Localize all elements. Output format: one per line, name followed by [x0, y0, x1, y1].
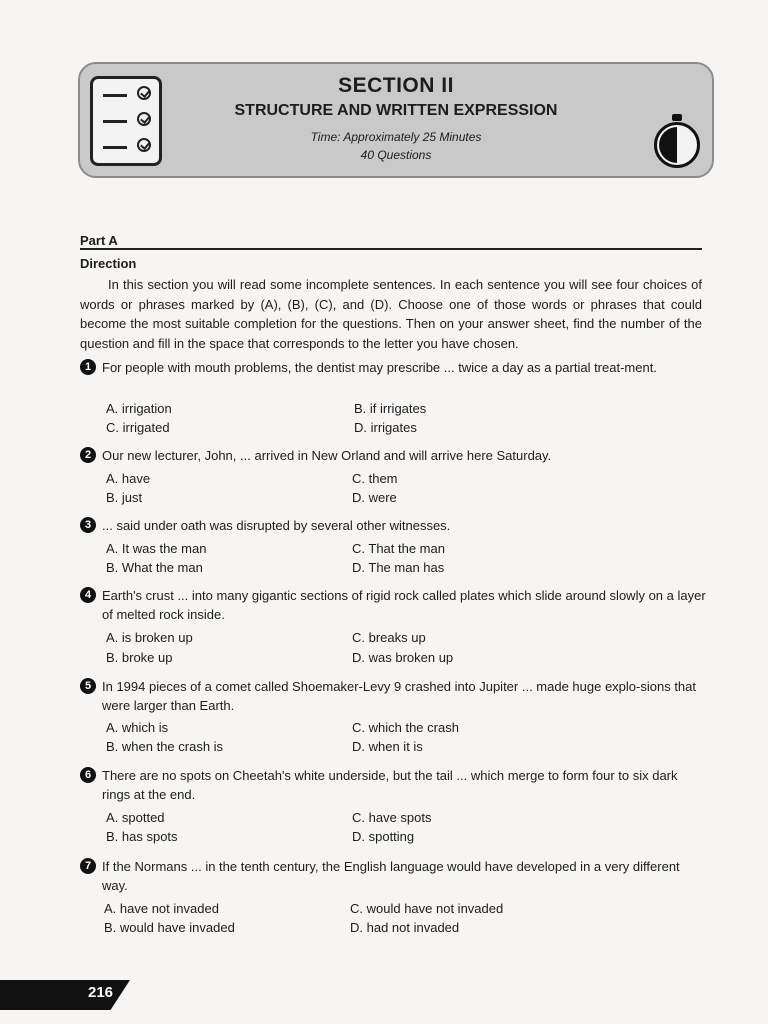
question-number: 7	[80, 858, 96, 874]
question-stem: ... said under oath was disrupted by several other witnesses.	[102, 518, 451, 533]
question-stem: If the Normans ... in the tenth century, the English language would have developed in a very different way.	[102, 859, 680, 893]
option-c[interactable]: C. which the crash	[352, 720, 459, 735]
question-number: 4	[80, 587, 96, 603]
option-b[interactable]: B. would have invaded	[104, 920, 235, 935]
section-question-count: 40 Questions	[360, 148, 432, 162]
option-a[interactable]: A. which is	[106, 720, 169, 735]
question-number: 1	[80, 359, 96, 375]
option-b[interactable]: B. if irrigates	[354, 401, 427, 416]
option-b[interactable]: B. What the man	[106, 560, 203, 575]
option-b[interactable]: B. has spots	[106, 829, 178, 844]
option-c[interactable]: C. them	[352, 471, 398, 486]
part-divider	[80, 248, 702, 250]
section-header	[78, 62, 714, 178]
question-number: 5	[80, 678, 96, 694]
part-label: Part A	[80, 233, 118, 248]
question-number: 6	[80, 767, 96, 783]
option-c[interactable]: C. would have not invaded	[350, 901, 504, 916]
option-a[interactable]: A. have	[106, 471, 151, 486]
question-number: 3	[80, 517, 96, 533]
option-d[interactable]: D. were	[352, 490, 397, 505]
option-a[interactable]: A. is broken up	[106, 630, 193, 645]
direction-title: Direction	[80, 256, 137, 271]
option-c[interactable]: C. have spots	[352, 810, 432, 825]
option-d[interactable]: D. irrigates	[354, 420, 417, 435]
question-stem: For people with mouth problems, the dentist may prescribe ... twice a day as a partial treat-ment.	[102, 360, 657, 375]
question-stem: There are no spots on Cheetah's white underside, but the tail ... which merge to form four to six dark rings at the end.	[102, 768, 678, 802]
option-c[interactable]: C. That the man	[352, 541, 445, 556]
stopwatch-icon	[654, 122, 700, 168]
page-number: 216	[88, 984, 114, 1001]
question-number: 2	[80, 447, 96, 463]
option-d[interactable]: D. spotting	[352, 829, 415, 844]
option-d[interactable]: D. had not invaded	[350, 920, 460, 935]
option-c[interactable]: C. breaks up	[352, 630, 426, 645]
option-a[interactable]: A. have not invaded	[104, 901, 219, 916]
option-a[interactable]: A. It was the man	[106, 541, 207, 556]
option-d[interactable]: D. The man has	[352, 560, 445, 575]
option-b[interactable]: B. when the crash is	[106, 739, 224, 754]
option-a[interactable]: A. spotted	[106, 810, 165, 825]
question-stem: In 1994 pieces of a comet called Shoemaker-Levy 9 crashed into Jupiter ... made huge explo-sions that were larger than Earth.	[102, 679, 697, 713]
question-stem: Our new lecturer, John, ... arrived in New Orland and will arrive here Saturday.	[102, 448, 552, 463]
section-time: Time: Approximately 25 Minutes	[310, 130, 482, 144]
section-subtitle: STRUCTURE AND WRITTEN EXPRESSION	[234, 102, 558, 119]
option-b[interactable]: B. just	[106, 490, 143, 505]
question-stem: Earth's crust ... into many gigantic sections of rigid rock called plates which slide around slowly on a layer of melted rock inside.	[102, 588, 706, 622]
option-a[interactable]: A. irrigation	[106, 401, 172, 416]
option-c[interactable]: C. irrigated	[106, 420, 170, 435]
option-d[interactable]: D. was broken up	[352, 650, 454, 665]
section-title: SECTION II	[338, 74, 454, 97]
direction-text: In this section you will read some incomplete sentences. In each sentence you will see four choices of words or phrases marked by (A), (B), (C), and (D). Choose one of those words or phrases that could become the most suitable completion for the questions. Then on your answer sheet, find the number of the question and fill in the space that corresponds to the letter you have chosen.	[80, 277, 702, 351]
option-b[interactable]: B. broke up	[106, 650, 173, 665]
option-d[interactable]: D. when it is	[352, 739, 423, 754]
